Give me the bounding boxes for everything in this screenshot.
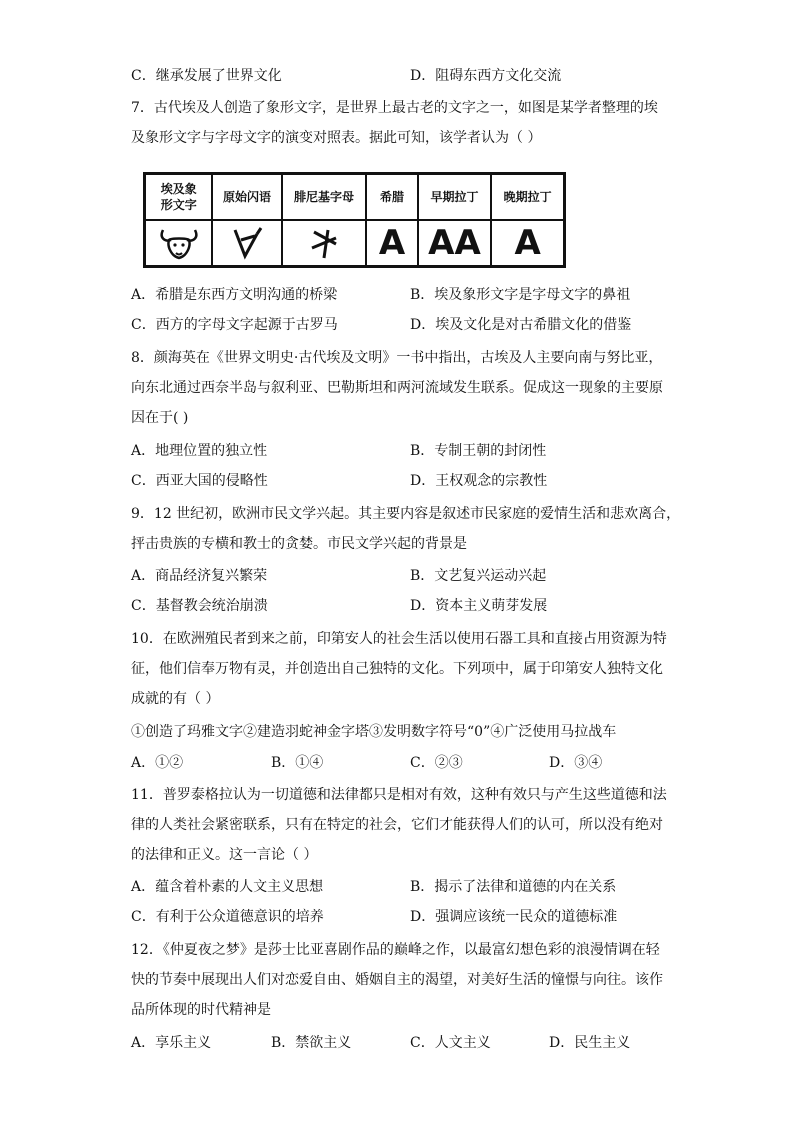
- q7-stem-line-2: 及象形文字与字母文字的演变对照表。据此可知，该学者认为（ ）: [131, 130, 542, 146]
- header-early-latin: 早期拉丁: [418, 174, 491, 221]
- q11-stem-line-1: 11．普罗泰格拉认为一切道德和法律都只是相对有效，这种有效只与产生这些道德和法: [131, 787, 667, 803]
- q10-stem-line-2: 征，他们信奉万物有灵，并创造出自己独特的文化。下列项中，属于印第安人独特文化: [131, 661, 663, 677]
- header-egyptian-line-2: 形文字: [160, 198, 197, 212]
- q8-option-c: C．西亚大国的侵略性: [131, 473, 268, 489]
- script-evolution-table: [143, 172, 566, 268]
- q9-option-b: B．文艺复兴运动兴起: [410, 568, 547, 584]
- q12-stem-line-1: 12．《仲夏夜之梦》是莎士比亚喜剧作品的巅峰之作，以最富幻想色彩的浪漫情调在轻: [131, 942, 660, 958]
- glyph-greek: [366, 220, 417, 267]
- q8-option-b: B．专制王朝的封闭性: [410, 443, 547, 459]
- q10-option-c: C．②③: [410, 755, 463, 771]
- q12-option-c: C．人文主义: [410, 1035, 491, 1051]
- glyph-early-latin-letters: AA: [428, 223, 481, 263]
- q8-option-d: D．王权观念的宗教性: [410, 473, 548, 489]
- glyph-late-latin-letter: A: [514, 223, 541, 263]
- q9-stem-line-2: 抨击贵族的专横和教士的贪婪。市民文学兴起的背景是: [131, 536, 467, 552]
- q9-option-c: C．基督教会统治崩溃: [131, 598, 268, 614]
- q10-stem-line-1: 10．在欧洲殖民者到来之前，印第安人的社会生活以使用石器工具和直接占用资源为特: [131, 631, 667, 647]
- header-egyptian-hieroglyph: [145, 174, 213, 221]
- q8-stem-line-1: 8．颜海英在《世界文明史·古代埃及文明》一书中指出，古埃及人主要向南与努比亚，: [131, 350, 663, 366]
- q10-option-b: B．①④: [271, 755, 324, 771]
- glyph-ox-head-icon: [145, 220, 213, 267]
- q11-option-c: C．有利于公众道德意识的培养: [131, 909, 324, 925]
- q12-stem-line-3: 品所体现的时代精神是: [131, 1002, 271, 1018]
- q9-option-a: A．商品经济复兴繁荣: [131, 568, 268, 584]
- header-late-latin: 晚期拉丁: [491, 174, 564, 221]
- q10-option-d: D．③④: [549, 755, 603, 771]
- q11-option-d: D．强调应该统一民众的道德标准: [410, 909, 618, 925]
- q8-stem-line-3: 因在于( ): [131, 410, 189, 426]
- glyph-phoenician-icon: [282, 220, 367, 267]
- q12-stem-line-2: 快的节奏中展现出人们对恋爱自由、婚姻自主的渴望，对美好生活的憧憬与向往。该作: [131, 972, 663, 988]
- q7-option-d: D．埃及文化是对古希腊文化的借鉴: [410, 317, 632, 333]
- q7-stem-line-1: 7．古代埃及人创造了象形文字，是世界上最古老的文字之一，如图是某学者整理的埃: [131, 100, 658, 116]
- q7-option-a: A．希腊是东西方文明沟通的桥梁: [131, 287, 338, 303]
- q12-option-b: B．禁欲主义: [271, 1035, 352, 1051]
- glyph-late-latin: [491, 220, 564, 267]
- glyph-proto-semitic-icon: [212, 220, 281, 267]
- q11-option-a: A．蕴含着朴素的人文主义思想: [131, 879, 324, 895]
- q6-option-c: C．继承发展了世界文化: [131, 68, 282, 84]
- q11-option-b: B．揭示了法律和道德的内在关系: [410, 879, 617, 895]
- q9-stem-line-1: 9．12 世纪初，欧洲市民文学兴起。其主要内容是叙述市民家庭的爱情生活和悲欢离合，: [131, 506, 681, 522]
- q10-option-a: A．①②: [131, 755, 184, 771]
- header-egyptian-line-1: 埃及象: [160, 182, 197, 196]
- glyph-early-latin: [418, 220, 491, 267]
- q8-stem-line-2: 向东北通过西奈半岛与叙利亚、巴勒斯坦和两河流域发生联系。促成这一现象的主要原: [131, 380, 663, 396]
- header-proto-semitic: 原始闪语: [212, 174, 281, 221]
- q11-stem-line-3: 的法律和正义。这一言论（ ）: [131, 847, 318, 863]
- q12-option-d: D．民生主义: [549, 1035, 631, 1051]
- q7-option-b: B．埃及象形文字是字母文字的鼻祖: [410, 287, 631, 303]
- q8-option-a: A．地理位置的独立性: [131, 443, 268, 459]
- header-phoenician: 腓尼基字母: [282, 174, 367, 221]
- q11-stem-line-2: 律的人类社会紧密联系，只有在特定的社会，它们才能获得人们的认可，所以没有绝对: [131, 817, 663, 833]
- q10-statement-items: ①创造了玛雅文字②建造羽蛇神金字塔③发明数字符号“0”④广泛使用马拉战车: [131, 724, 617, 740]
- q10-stem-line-3: 成就的有（ ）: [131, 691, 220, 707]
- q7-option-c: C．西方的字母文字起源于古罗马: [131, 317, 338, 333]
- q12-option-a: A．享乐主义: [131, 1035, 212, 1051]
- q9-option-d: D．资本主义萌芽发展: [410, 598, 548, 614]
- glyph-greek-letter: A: [378, 223, 406, 263]
- q6-option-d: D．阻碍东西方文化交流: [410, 68, 562, 84]
- header-greek: 希腊: [366, 174, 417, 221]
